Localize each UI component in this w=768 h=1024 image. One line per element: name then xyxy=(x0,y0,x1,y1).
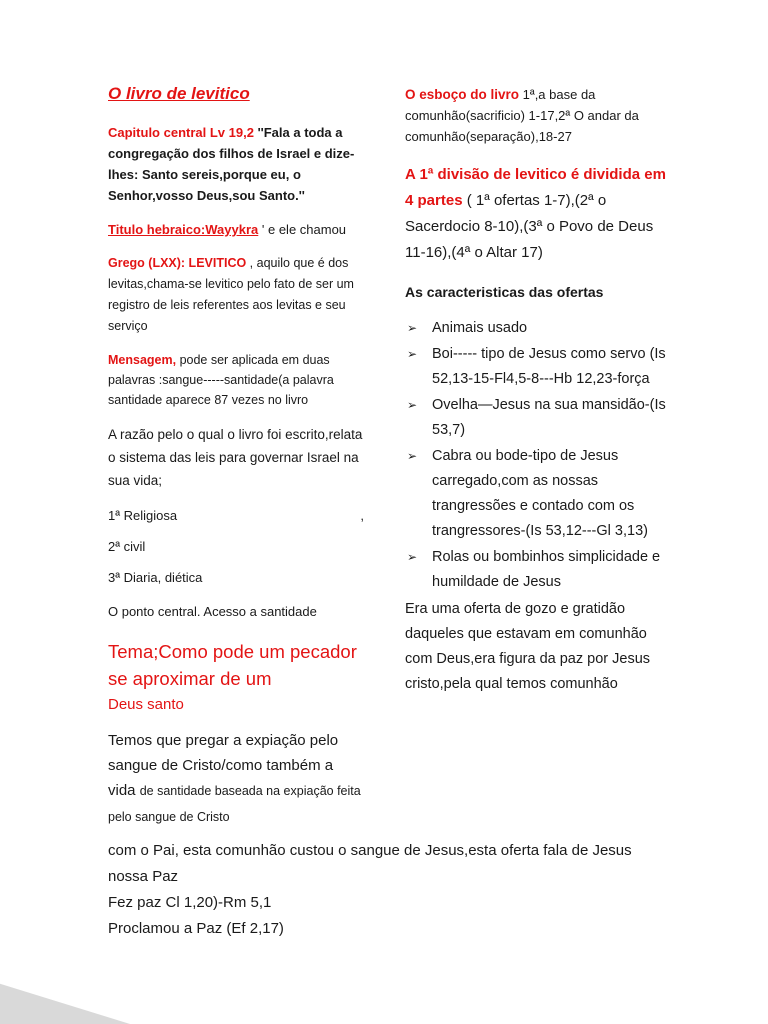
temos-part2: Cristo/como também a xyxy=(182,757,334,774)
left-column xyxy=(108,84,364,830)
bottom-line-1: com o Pai, esta comunhão custou o sangue de Jesus,esta oferta fala de Jesus nossa Paz xyxy=(108,842,632,885)
paragraph-razao: A razão pelo o qual o livro foi escrito,relata o sistema das leis para governar Israel na sua vida; xyxy=(108,427,363,488)
paragraph-esboco xyxy=(405,84,667,147)
bottom-line-3: Proclamou a Paz (Ef 2,17) xyxy=(108,920,284,937)
paragraph-era-oferta: Era uma oferta de gozo e gratidão daqueles que estavam em comunhão com Deus,era figura da paz por Jesus cristo,pela qual temos comunhão xyxy=(405,601,651,692)
mensagem-label: Mensagem, xyxy=(108,353,177,367)
doc-title: O livro de levitico xyxy=(108,84,250,103)
list-item xyxy=(405,444,667,544)
divisao-text: ( 1ª ofertas 1-7),(2ª o Sacerdocio 8-10),(3ª o Povo de Deus 11-16),(4ª o Altar 17) xyxy=(405,192,654,261)
bottom-line-2: Fez paz Cl 1,20)-Rm 5,1 xyxy=(108,894,272,911)
ordem-diaria: 3ª Diaria, diética xyxy=(108,570,203,585)
paragraph-titulo-hebraico xyxy=(108,219,364,240)
tema-heading-main: Tema;Como pode um pecador se aproximar de um xyxy=(108,641,357,689)
paragraph-divisao xyxy=(405,162,667,266)
list-item xyxy=(405,342,667,392)
list-item xyxy=(405,316,667,341)
esboco-label: O esboço do livro xyxy=(405,87,520,102)
list-item xyxy=(405,545,667,595)
grego-text: , aquilo que é dos levitas,chama-se levitico pelo fato de ser um registro de leis referentes aos levitas e seu serviço xyxy=(108,256,354,333)
caracteristicas-heading: As caracteristicas das ofertas xyxy=(405,284,604,300)
capitulo-central-quote: ''Fala a toda a congregação dos filhos de Israel e dize-lhes: Santo sereis,porque eu, o Senhor,vosso Deus,sou Santo.'' xyxy=(108,125,355,203)
ordem-civil: 2ª civil xyxy=(108,539,146,554)
temos-part3: vida xyxy=(108,782,140,799)
page-corner-shadow xyxy=(0,962,130,1024)
trailing-comma: , xyxy=(360,508,364,523)
list-item-text: Animais usado xyxy=(432,320,528,336)
list-item-text: Cabra ou bode-tipo de Jesus carregado,com as nossas trangressões e contado com os trangressores-(Is 53,12---Gl 3,13) xyxy=(432,448,648,539)
paragraph-temos xyxy=(108,728,364,830)
paragraph-ponto-central: O ponto central. Acesso a santidade xyxy=(108,604,317,619)
esboco-text: 1ª,a base da comunhão(sacrificio) 1-17,2ª O andar da comunhão(separação),18-27 xyxy=(405,87,639,144)
grego-label: Grego (LXX): LEVITICO xyxy=(108,256,250,270)
list-row-civil xyxy=(108,539,364,554)
list-item-text: Boi----- tipo de Jesus como servo (Is 52,13-15-Fl4,5-8---Hb 12,23-força xyxy=(432,346,666,387)
paragraph-mensagem xyxy=(108,350,364,410)
offer-list xyxy=(405,316,667,595)
right-column xyxy=(405,84,667,697)
arrow-bullet-icon: ➢ xyxy=(407,347,418,361)
list-row-diaria xyxy=(108,570,364,585)
arrow-bullet-icon: ➢ xyxy=(407,449,418,463)
arrow-bullet-icon: ➢ xyxy=(407,321,418,335)
list-row-religiosa xyxy=(108,508,364,523)
tema-heading-sub: Deus santo xyxy=(108,696,184,713)
tema-heading xyxy=(108,638,364,716)
list-item-text: Ovelha—Jesus na sua mansidão-(Is 53,7) xyxy=(432,397,666,438)
ordem-religiosa: 1ª Religiosa xyxy=(108,508,178,523)
temos-part4: de santidade baseada na expiação feita pelo sangue de Cristo xyxy=(108,784,361,824)
arrow-bullet-icon: ➢ xyxy=(407,398,418,412)
list-item-text: Rolas ou bombinhos simplicidade e humildade de Jesus xyxy=(432,549,661,590)
mensagem-text: pode ser aplicada em duas palavras :sangue-----santidade(a palavra santidade aparece 87 vezes no livro xyxy=(108,353,334,407)
bottom-block xyxy=(108,838,673,942)
capitulo-central-label: Capitulo central Lv 19,2 xyxy=(108,125,254,140)
paragraph-grego xyxy=(108,253,364,337)
titulo-hebraico-text: ' e ele chamou xyxy=(261,222,347,237)
arrow-bullet-icon: ➢ xyxy=(407,550,418,564)
paragraph-capitulo-central xyxy=(108,122,364,206)
temos-part1: Temos que pregar a expiação pelo sangue de xyxy=(108,732,339,774)
list-item xyxy=(405,393,667,443)
divisao-label: A 1ª divisão de levitico é dividida em 4 partes xyxy=(405,166,666,209)
titulo-hebraico-label: Titulo hebraico:Wayykra xyxy=(108,222,259,237)
